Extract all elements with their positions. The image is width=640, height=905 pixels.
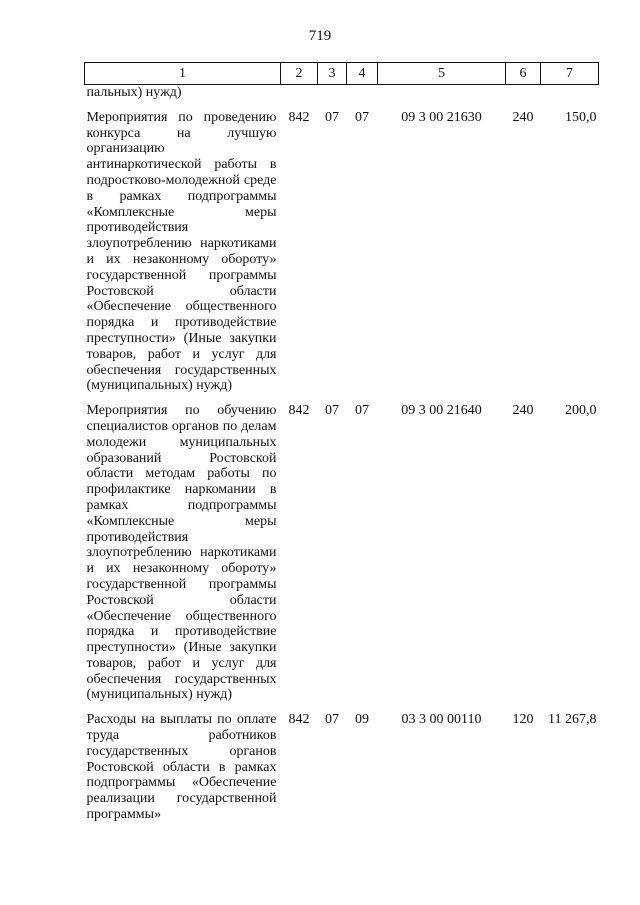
- row-section: 07: [325, 712, 339, 728]
- row-section: 07: [325, 403, 339, 419]
- header-col-6: 6: [506, 63, 541, 85]
- row-subsection: 07: [355, 403, 369, 419]
- row-description: Мероприятия по проведению конкурса на лучшую организацию антинаркотической работы в подростково-молодежной среде в рамках подпрограммы «Комплексные меры противодействия злоупотреблению наркотиками и их незаконному обороту» государственной программы Ростовской области «Обеспечение общественного порядка и противодействие преступности» (Иные закупки товаров, работ и услуг для обеспечения государственных (муниципальных) нужд): [86, 109, 277, 394]
- table-row: [85, 703, 599, 823]
- continuation-text: пальных) нужд): [86, 85, 182, 100]
- row-target-code: 09 3 00 21630: [401, 109, 482, 125]
- continuation-row: [85, 85, 599, 101]
- header-col-3: 3: [318, 63, 347, 85]
- row-section: 07: [325, 109, 339, 125]
- row-description: Мероприятия по обучению специалистов органов по делам молодежи муниципальных образований Ростовской области методам работы по профилактике наркомании в рамках подпрограммы «Комплексные меры противодействия злоупотреблению наркотиками и их незаконному обороту» государственной программы Ростовской области «Обеспечение общественного порядка и противодействие преступности» (Иные закупки товаров, работ и услуг для обеспечения государственных (муниципальных) нужд): [86, 403, 277, 703]
- row-subsection: 09: [355, 712, 369, 728]
- row-expense-type: 240: [512, 109, 534, 125]
- budget-table: [84, 62, 599, 823]
- row-target-code: 03 3 00 00110: [401, 712, 482, 728]
- row-amount: 200,0: [565, 403, 597, 419]
- page-number: 719: [308, 28, 332, 44]
- header-col-2: 2: [281, 63, 318, 85]
- row-subsection: 07: [355, 109, 369, 125]
- header-col-5: 5: [378, 63, 506, 85]
- row-target-code: 09 3 00 21640: [401, 403, 482, 419]
- row-ministry-code: 842: [288, 712, 310, 728]
- table-row: [85, 394, 599, 703]
- row-amount: 150,0: [565, 109, 597, 125]
- row-expense-type: 240: [512, 403, 534, 419]
- row-ministry-code: 842: [288, 403, 310, 419]
- row-description: Расходы на выплаты по оплате труда работников государственных органов Ростовской области в рамках подпрограммы «Обеспечение реализации государственной программы»: [86, 712, 277, 823]
- header-col-7: 7: [541, 63, 599, 85]
- header-col-4: 4: [347, 63, 378, 85]
- header-col-1: 1: [85, 63, 281, 85]
- table-header: [85, 63, 599, 85]
- header-row: [85, 63, 599, 85]
- row-amount: 11 267,8: [548, 712, 597, 728]
- table-row: [85, 101, 599, 394]
- row-ministry-code: 842: [288, 109, 310, 125]
- row-expense-type: 120: [512, 712, 534, 728]
